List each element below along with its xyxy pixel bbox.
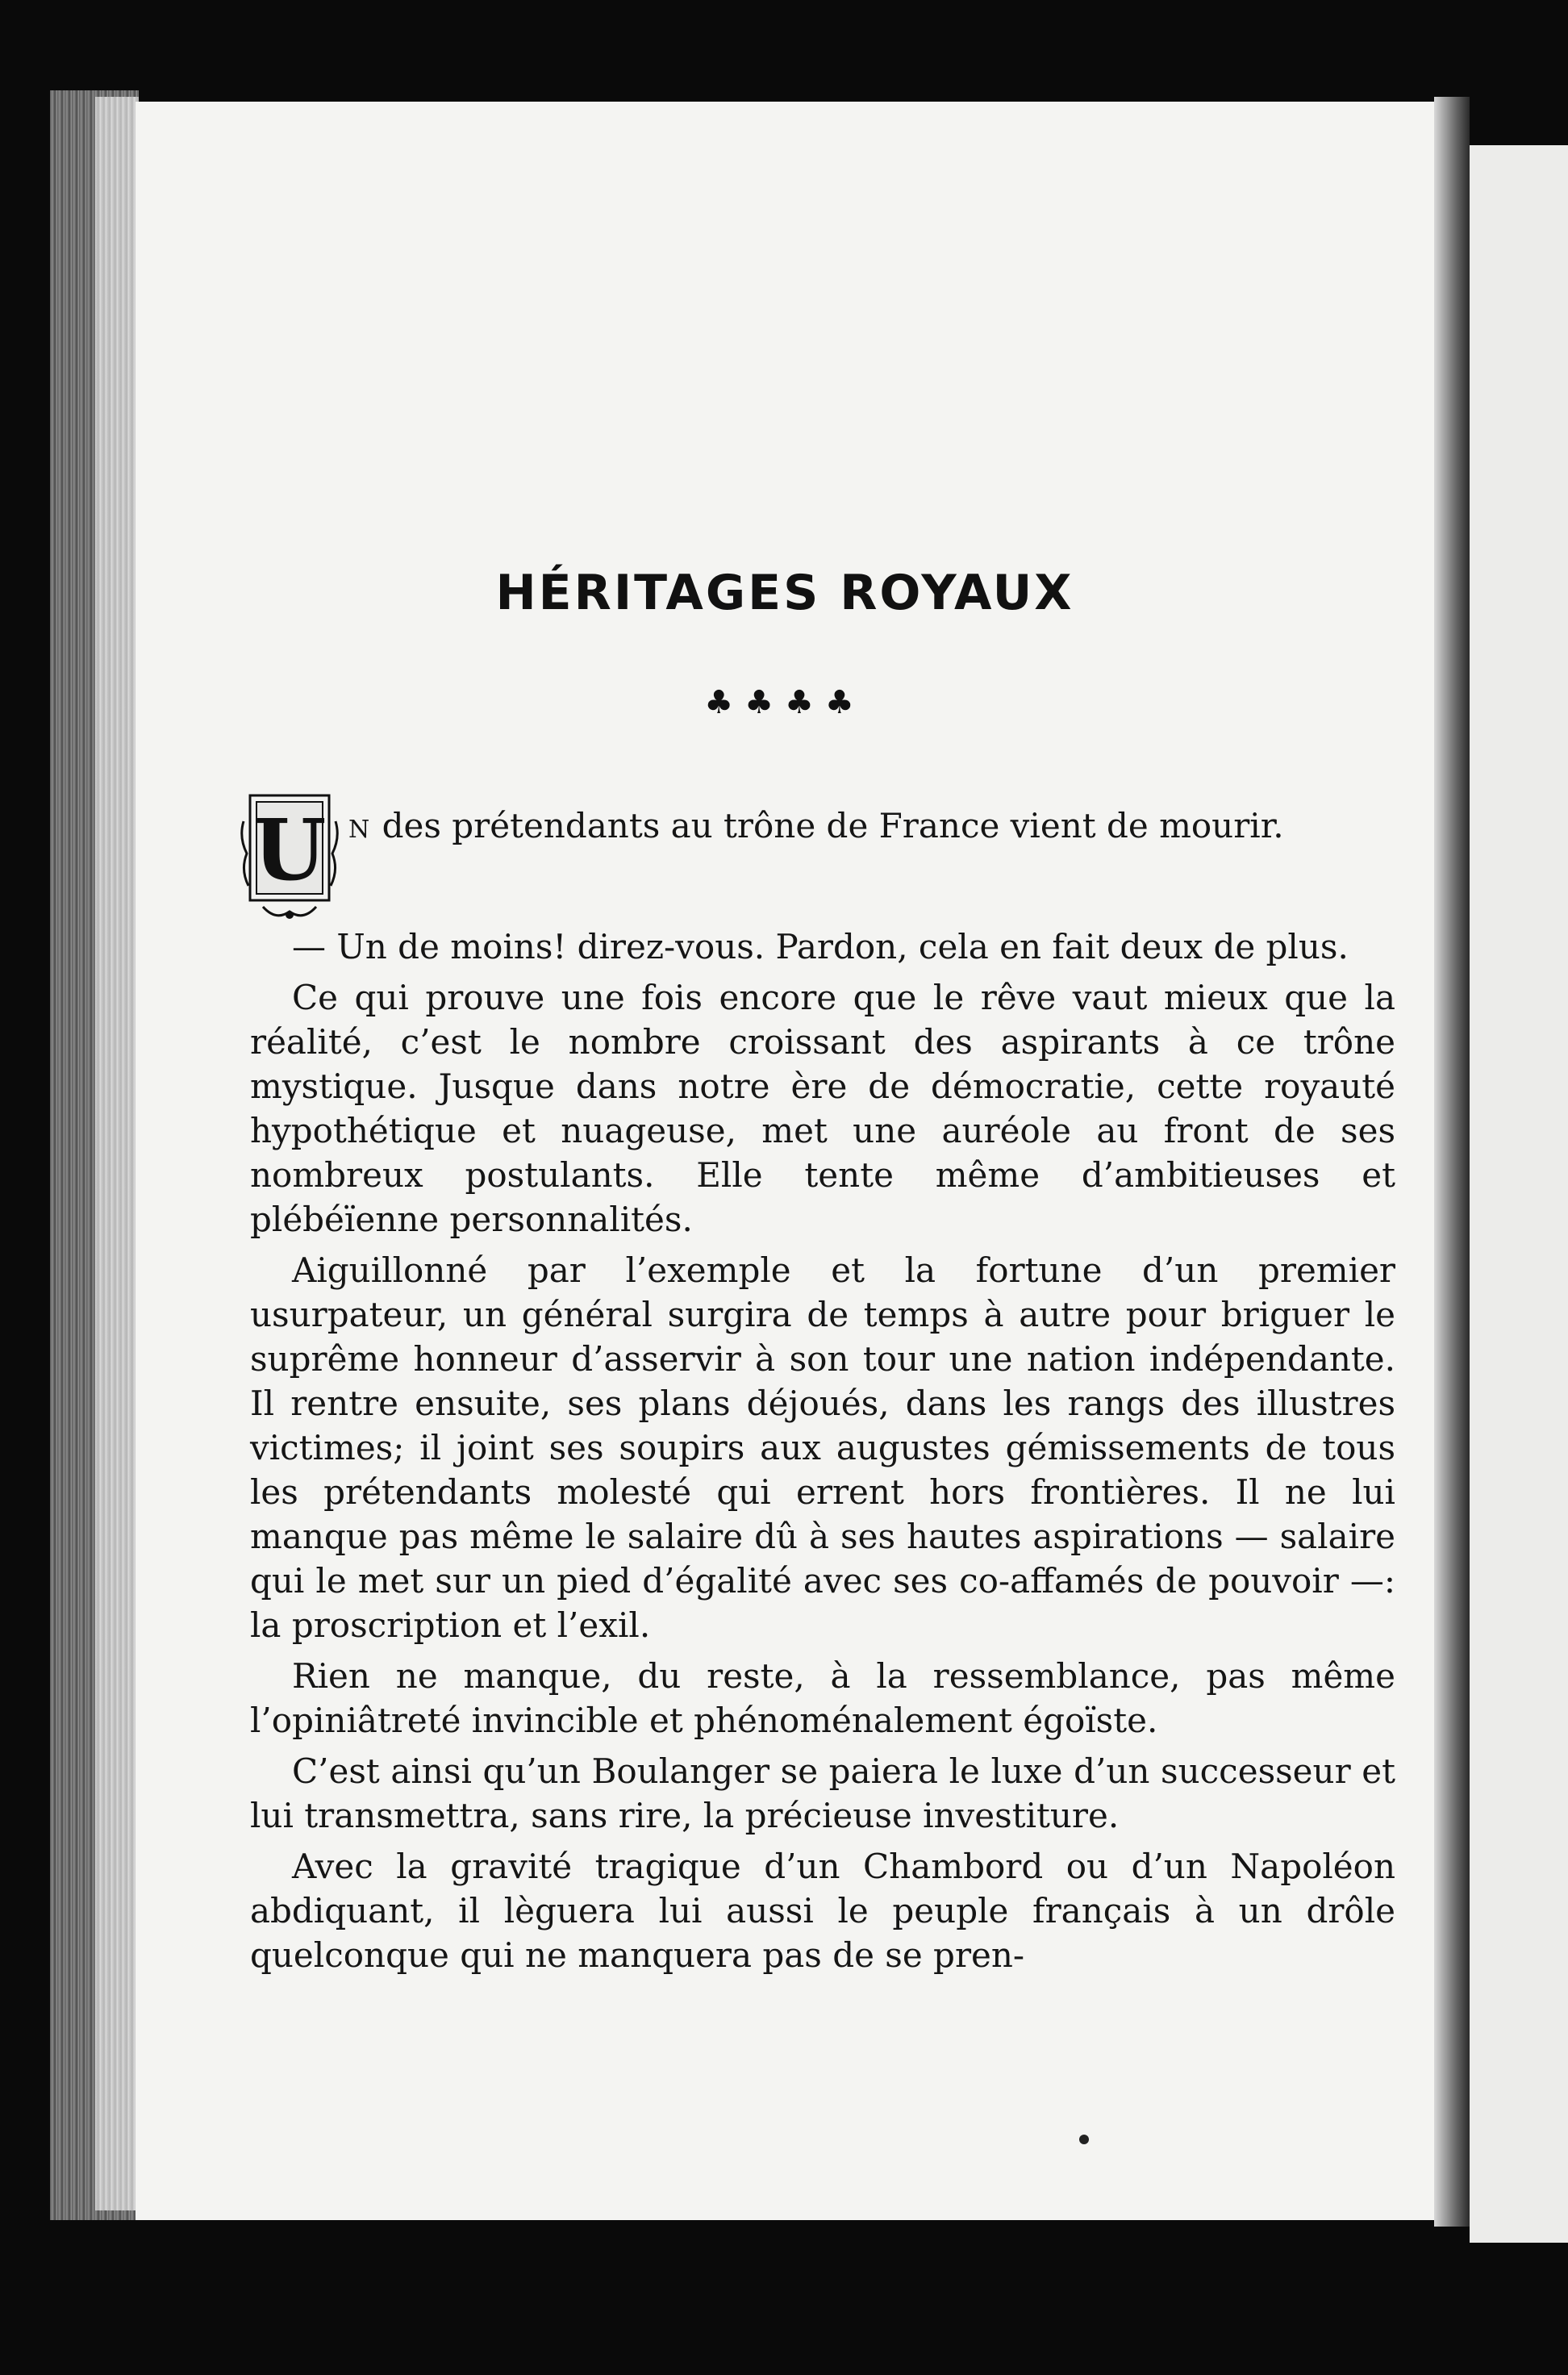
paragraph-7: Avec la gravité tragique d’un Chambord ou d’un Napoléon abdiquant, il lèguera lui aussi le peuple français à un drôle quelconque qui ne manquera pas de se pren-	[250, 1847, 1395, 1975]
chapter-title: HÉRITAGES ROYAUX	[495, 565, 1074, 621]
decorated-initial-icon	[239, 789, 340, 925]
dropcap-continuation: N	[348, 816, 372, 844]
page-edges-inner	[95, 97, 139, 2210]
paragraph-4: Aiguillonné par l’exemple et la fortune d’un premier usurpateur, un général surgira de temps à autre pour briguer le suprême honneur d’asservir à son tour une nation indépendante. Il rentre ensuite, ses plans déjoués, dans les rangs des illustres victimes; il joint ses soupirs aux augustes gémissements de tous les prétendants molesté qui errent hors frontières. Il ne lui manque pas même le salaire dû à ses hautes aspirations — salaire qui le met sur un pied d’égalité avec ses co-affamés de pouvoir —: la proscription et l’exil.	[250, 1250, 1395, 1645]
facing-page	[1470, 145, 1568, 2243]
book-page	[136, 102, 1434, 2220]
body-text	[250, 800, 1395, 1984]
dropcap-letter: U	[252, 800, 327, 899]
paragraph-3: Ce qui prouve une fois encore que le rêve vaut mieux que la réalité, c’est le nombre croissant des aspirants à ce trône mystique. Jusque dans notre ère de démocratie, cette royauté hypothétique et nuageuse, met une auréole au front de ses nombreux postulants. Elle tente même d’ambitieuses et plébéïenne personnalités.	[250, 978, 1395, 1239]
ornament-divider: ♣♣♣♣	[704, 684, 865, 721]
book-gutter	[1434, 97, 1470, 2227]
paragraph-2: — Un de moins! direz-vous. Pardon, cela en fait deux de plus.	[292, 927, 1349, 966]
paragraph-1-text: des prétendants au trône de France vient de mourir.	[382, 806, 1284, 845]
decorated-initial	[239, 789, 340, 925]
paragraph-6: C’est ainsi qu’un Boulanger se paiera le luxe d’un successeur et lui transmettra, sans rire, la précieuse investiture.	[250, 1751, 1395, 1835]
page-dot-mark	[1079, 2135, 1089, 2144]
paragraph-5: Rien ne manque, du reste, à la ressemblance, pas même l’opiniâtreté invincible et phénoménalement égoïste.	[250, 1656, 1395, 1740]
paragraph-1	[250, 800, 1395, 899]
